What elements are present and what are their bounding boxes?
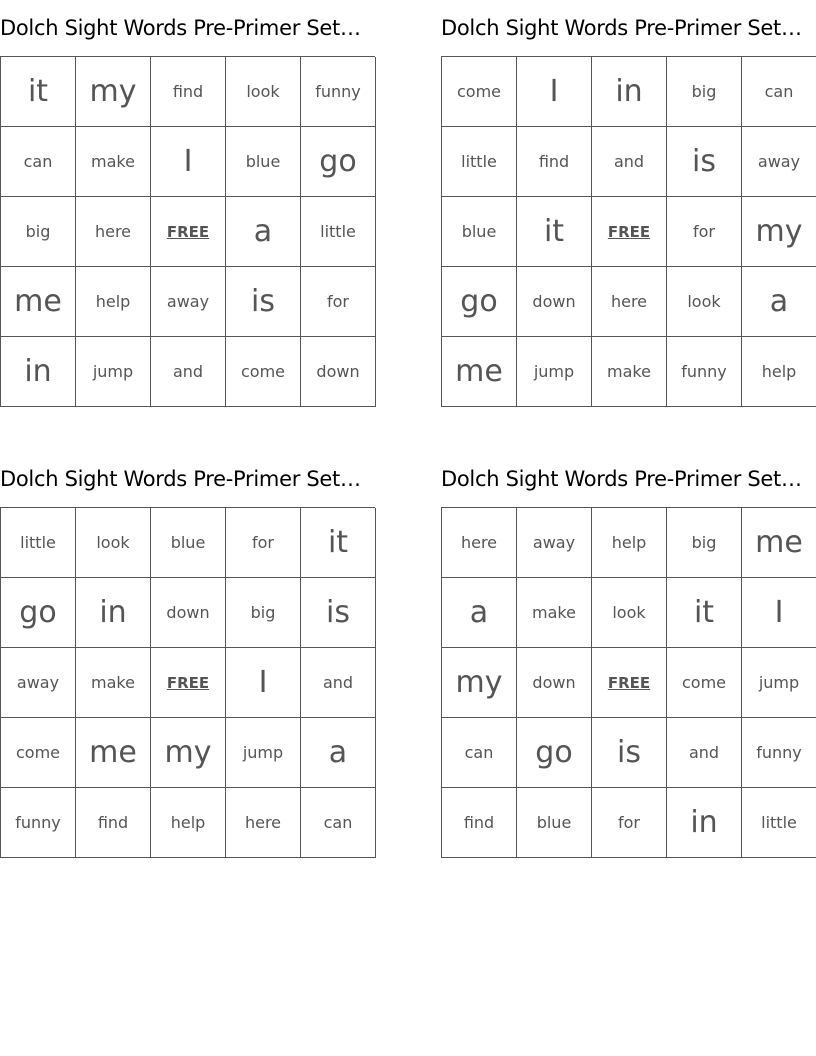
- card-title: Dolch Sight Words Pre-Primer Set…: [0, 467, 361, 491]
- bingo-cell: go: [1, 578, 76, 648]
- bingo-cell: funny: [667, 337, 742, 407]
- bingo-cell: a: [442, 578, 517, 648]
- bingo-cell: little: [442, 127, 517, 197]
- bingo-cell: funny: [742, 718, 816, 788]
- bingo-cell: is: [301, 578, 376, 648]
- bingo-cell: can: [301, 788, 376, 858]
- bingo-cell: little: [742, 788, 816, 858]
- bingo-cell: jump: [517, 337, 592, 407]
- bingo-cell: help: [592, 508, 667, 578]
- bingo-cell: away: [742, 127, 816, 197]
- bingo-cell: down: [517, 648, 592, 718]
- free-space: FREE: [592, 648, 667, 718]
- bingo-cell: here: [592, 267, 667, 337]
- bingo-cell: me: [76, 718, 151, 788]
- bingo-cell: funny: [1, 788, 76, 858]
- bingo-cell: can: [742, 57, 816, 127]
- bingo-cell: go: [301, 127, 376, 197]
- bingo-cell: it: [301, 508, 376, 578]
- bingo-cell: my: [442, 648, 517, 718]
- bingo-cell: my: [76, 57, 151, 127]
- bingo-cell: is: [667, 127, 742, 197]
- card-title: Dolch Sight Words Pre-Primer Set…: [441, 16, 802, 40]
- bingo-cell: it: [667, 578, 742, 648]
- bingo-cell: a: [742, 267, 816, 337]
- bingo-cell: big: [1, 197, 76, 267]
- bingo-grid: [441, 56, 816, 407]
- bingo-cell: come: [442, 57, 517, 127]
- bingo-cell: away: [1, 648, 76, 718]
- bingo-cell: blue: [151, 508, 226, 578]
- bingo-cell: make: [76, 648, 151, 718]
- bingo-cell: in: [592, 57, 667, 127]
- bingo-cell: come: [667, 648, 742, 718]
- bingo-cell: down: [151, 578, 226, 648]
- bingo-cell: blue: [517, 788, 592, 858]
- bingo-cell: for: [667, 197, 742, 267]
- bingo-cell: a: [301, 718, 376, 788]
- bingo-cell: I: [742, 578, 816, 648]
- bingo-cell: look: [667, 267, 742, 337]
- bingo-card: [0, 451, 375, 858]
- bingo-grid: [0, 56, 375, 407]
- free-space: FREE: [151, 648, 226, 718]
- bingo-card: [0, 0, 375, 407]
- bingo-cell: jump: [742, 648, 816, 718]
- bingo-cell: come: [226, 337, 301, 407]
- bingo-cell: here: [76, 197, 151, 267]
- bingo-cell: jump: [76, 337, 151, 407]
- bingo-cell: down: [301, 337, 376, 407]
- bingo-cell: it: [1, 57, 76, 127]
- bingo-cell: me: [442, 337, 517, 407]
- bingo-cell: jump: [226, 718, 301, 788]
- bingo-card: [441, 451, 816, 858]
- bingo-cell: make: [76, 127, 151, 197]
- bingo-cell: help: [76, 267, 151, 337]
- bingo-cell: little: [1, 508, 76, 578]
- bingo-cell: can: [442, 718, 517, 788]
- bingo-cell: look: [76, 508, 151, 578]
- bingo-cell: for: [226, 508, 301, 578]
- card-title: Dolch Sight Words Pre-Primer Set…: [0, 16, 361, 40]
- bingo-cell: and: [667, 718, 742, 788]
- bingo-cell: help: [151, 788, 226, 858]
- bingo-cell: is: [226, 267, 301, 337]
- bingo-cell: is: [592, 718, 667, 788]
- bingo-grid: [441, 507, 816, 858]
- bingo-cell: down: [517, 267, 592, 337]
- free-space: FREE: [151, 197, 226, 267]
- bingo-cell: big: [226, 578, 301, 648]
- bingo-cell: find: [442, 788, 517, 858]
- bingo-cell: for: [301, 267, 376, 337]
- bingo-cell: I: [151, 127, 226, 197]
- bingo-cell: and: [151, 337, 226, 407]
- bingo-cell: little: [301, 197, 376, 267]
- bingo-cell: in: [1, 337, 76, 407]
- bingo-cell: away: [517, 508, 592, 578]
- card-title: Dolch Sight Words Pre-Primer Set…: [441, 467, 802, 491]
- bingo-cell: go: [517, 718, 592, 788]
- bingo-cell: make: [517, 578, 592, 648]
- bingo-cell: help: [742, 337, 816, 407]
- bingo-cell: and: [592, 127, 667, 197]
- bingo-cell: away: [151, 267, 226, 337]
- bingo-cell: go: [442, 267, 517, 337]
- free-space: FREE: [592, 197, 667, 267]
- bingo-grid: [0, 507, 375, 858]
- bingo-cell: it: [517, 197, 592, 267]
- bingo-cell: look: [592, 578, 667, 648]
- bingo-cell: in: [76, 578, 151, 648]
- bingo-cell: and: [301, 648, 376, 718]
- bingo-cell: for: [592, 788, 667, 858]
- bingo-cell: me: [1, 267, 76, 337]
- bingo-cell: blue: [442, 197, 517, 267]
- bingo-cell: in: [667, 788, 742, 858]
- bingo-card: [441, 0, 816, 407]
- bingo-cell: my: [742, 197, 816, 267]
- bingo-cell: find: [76, 788, 151, 858]
- bingo-cell: blue: [226, 127, 301, 197]
- bingo-cell: I: [226, 648, 301, 718]
- bingo-cell: a: [226, 197, 301, 267]
- bingo-cell: big: [667, 508, 742, 578]
- bingo-cell: my: [151, 718, 226, 788]
- bingo-cell: find: [517, 127, 592, 197]
- bingo-cell: big: [667, 57, 742, 127]
- bingo-cell: funny: [301, 57, 376, 127]
- bingo-cell: can: [1, 127, 76, 197]
- bingo-cell: make: [592, 337, 667, 407]
- bingo-cell: here: [442, 508, 517, 578]
- bingo-cell: look: [226, 57, 301, 127]
- bingo-cell: find: [151, 57, 226, 127]
- bingo-cell: me: [742, 508, 816, 578]
- bingo-cell: here: [226, 788, 301, 858]
- bingo-cell: come: [1, 718, 76, 788]
- bingo-cell: I: [517, 57, 592, 127]
